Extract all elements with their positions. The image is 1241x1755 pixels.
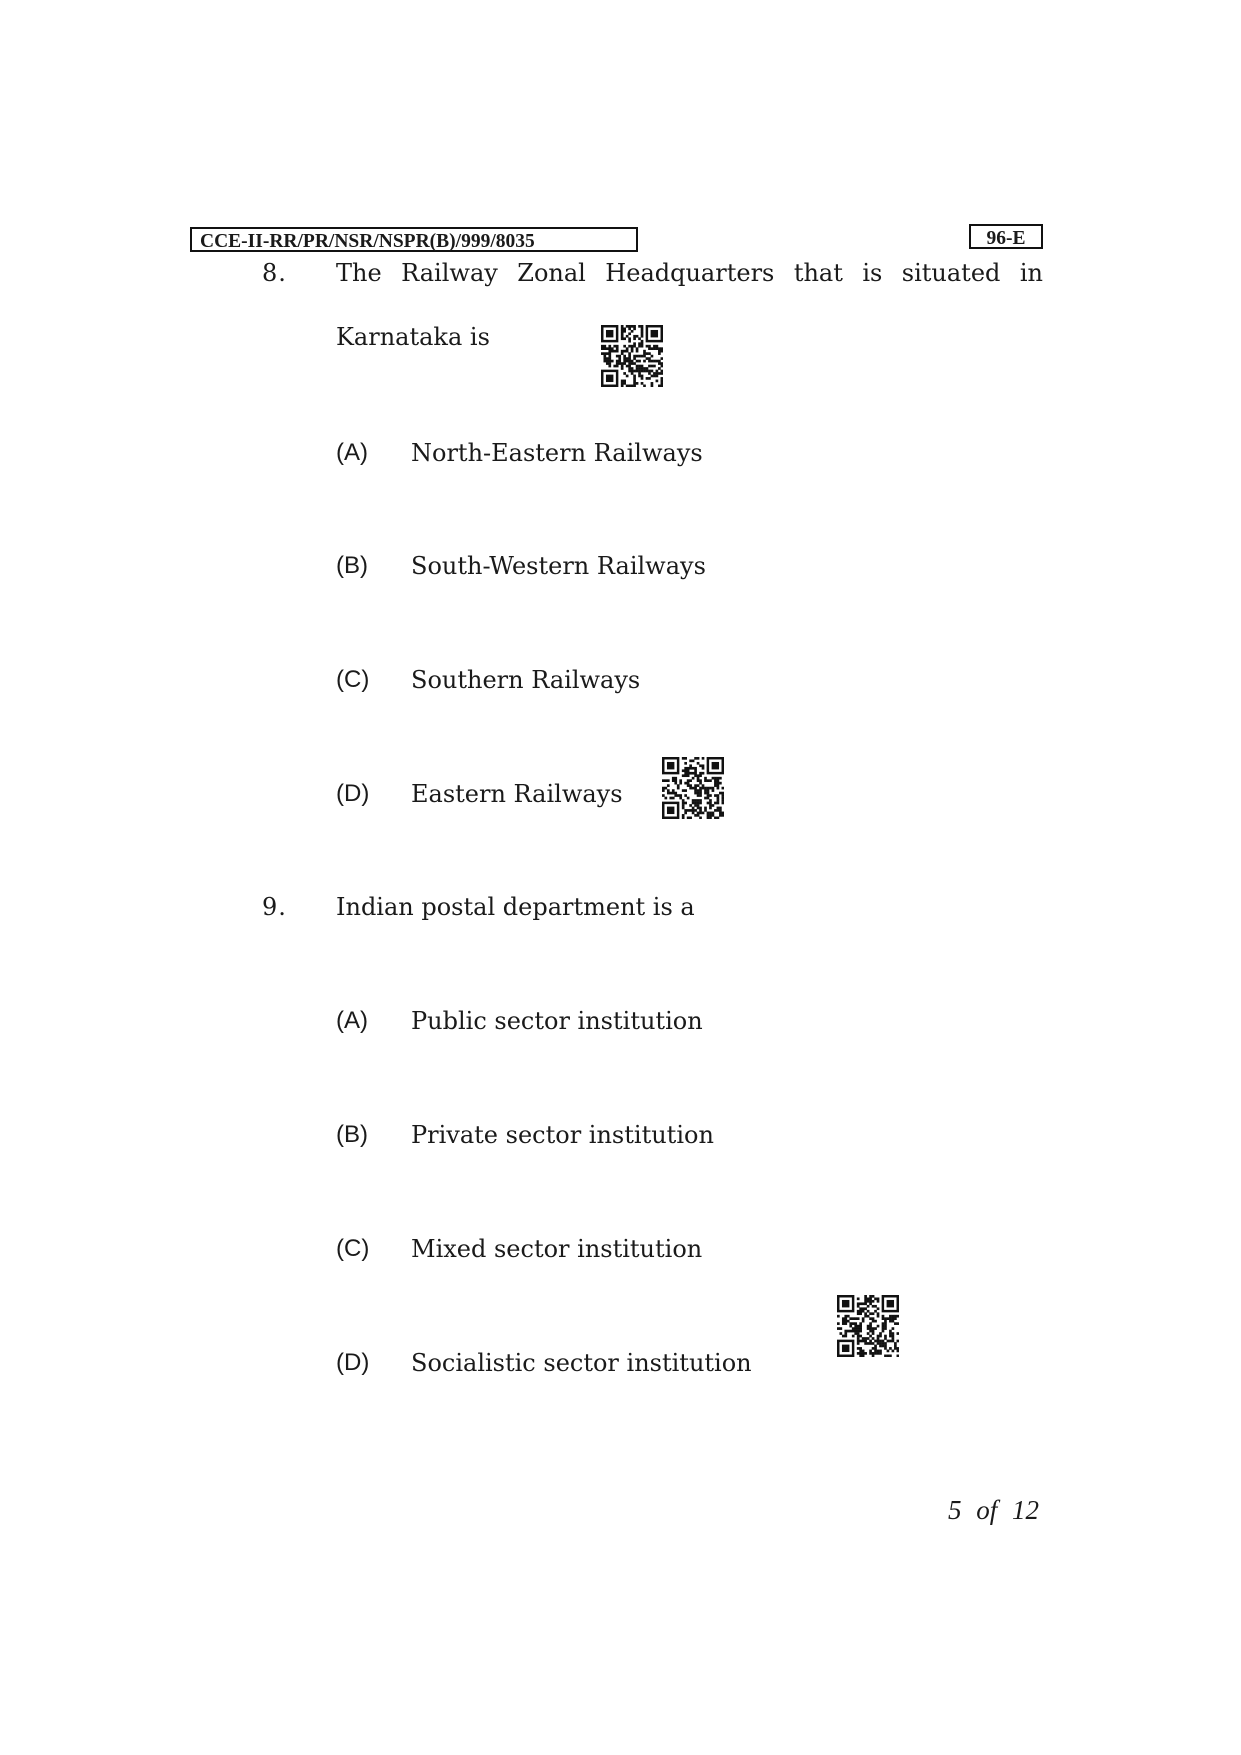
option-letter: (D) (336, 780, 370, 807)
option-text: Private sector institution (411, 1121, 714, 1149)
option-letter: (B) (336, 552, 368, 579)
option-text: South-Western Railways (411, 552, 706, 580)
option-letter: (C) (336, 1235, 370, 1262)
series-code: 96-E (969, 224, 1043, 249)
qr-code-icon (662, 757, 724, 819)
question-text-continued: Karnataka is (336, 323, 490, 351)
question-number: 8. (262, 259, 287, 287)
question-number: 9. (262, 893, 287, 921)
option-letter: (C) (336, 666, 370, 693)
page-number: 5 of 12 (948, 1495, 1040, 1525)
question-text: The Railway Zonal Headquarters that is situated in (336, 259, 1043, 287)
option-letter: (D) (336, 1349, 370, 1376)
option-text: Mixed sector institution (411, 1235, 703, 1263)
qr-code-icon (837, 1295, 899, 1357)
option-text: Socialistic sector institution (411, 1349, 752, 1377)
option-letter: (A) (336, 439, 368, 466)
option-letter: (A) (336, 1007, 368, 1034)
option-text: Eastern Railways (411, 780, 623, 808)
question-text: Indian postal department is a (336, 893, 695, 921)
option-letter: (B) (336, 1121, 368, 1148)
option-text: Public sector institution (411, 1007, 703, 1035)
option-text: Southern Railways (411, 666, 641, 694)
option-text: North-Eastern Railways (411, 439, 703, 467)
paper-code: CCE-II-RR/PR/NSR/NSPR(B)/999/8035 (190, 227, 638, 252)
qr-code-icon (601, 325, 663, 387)
